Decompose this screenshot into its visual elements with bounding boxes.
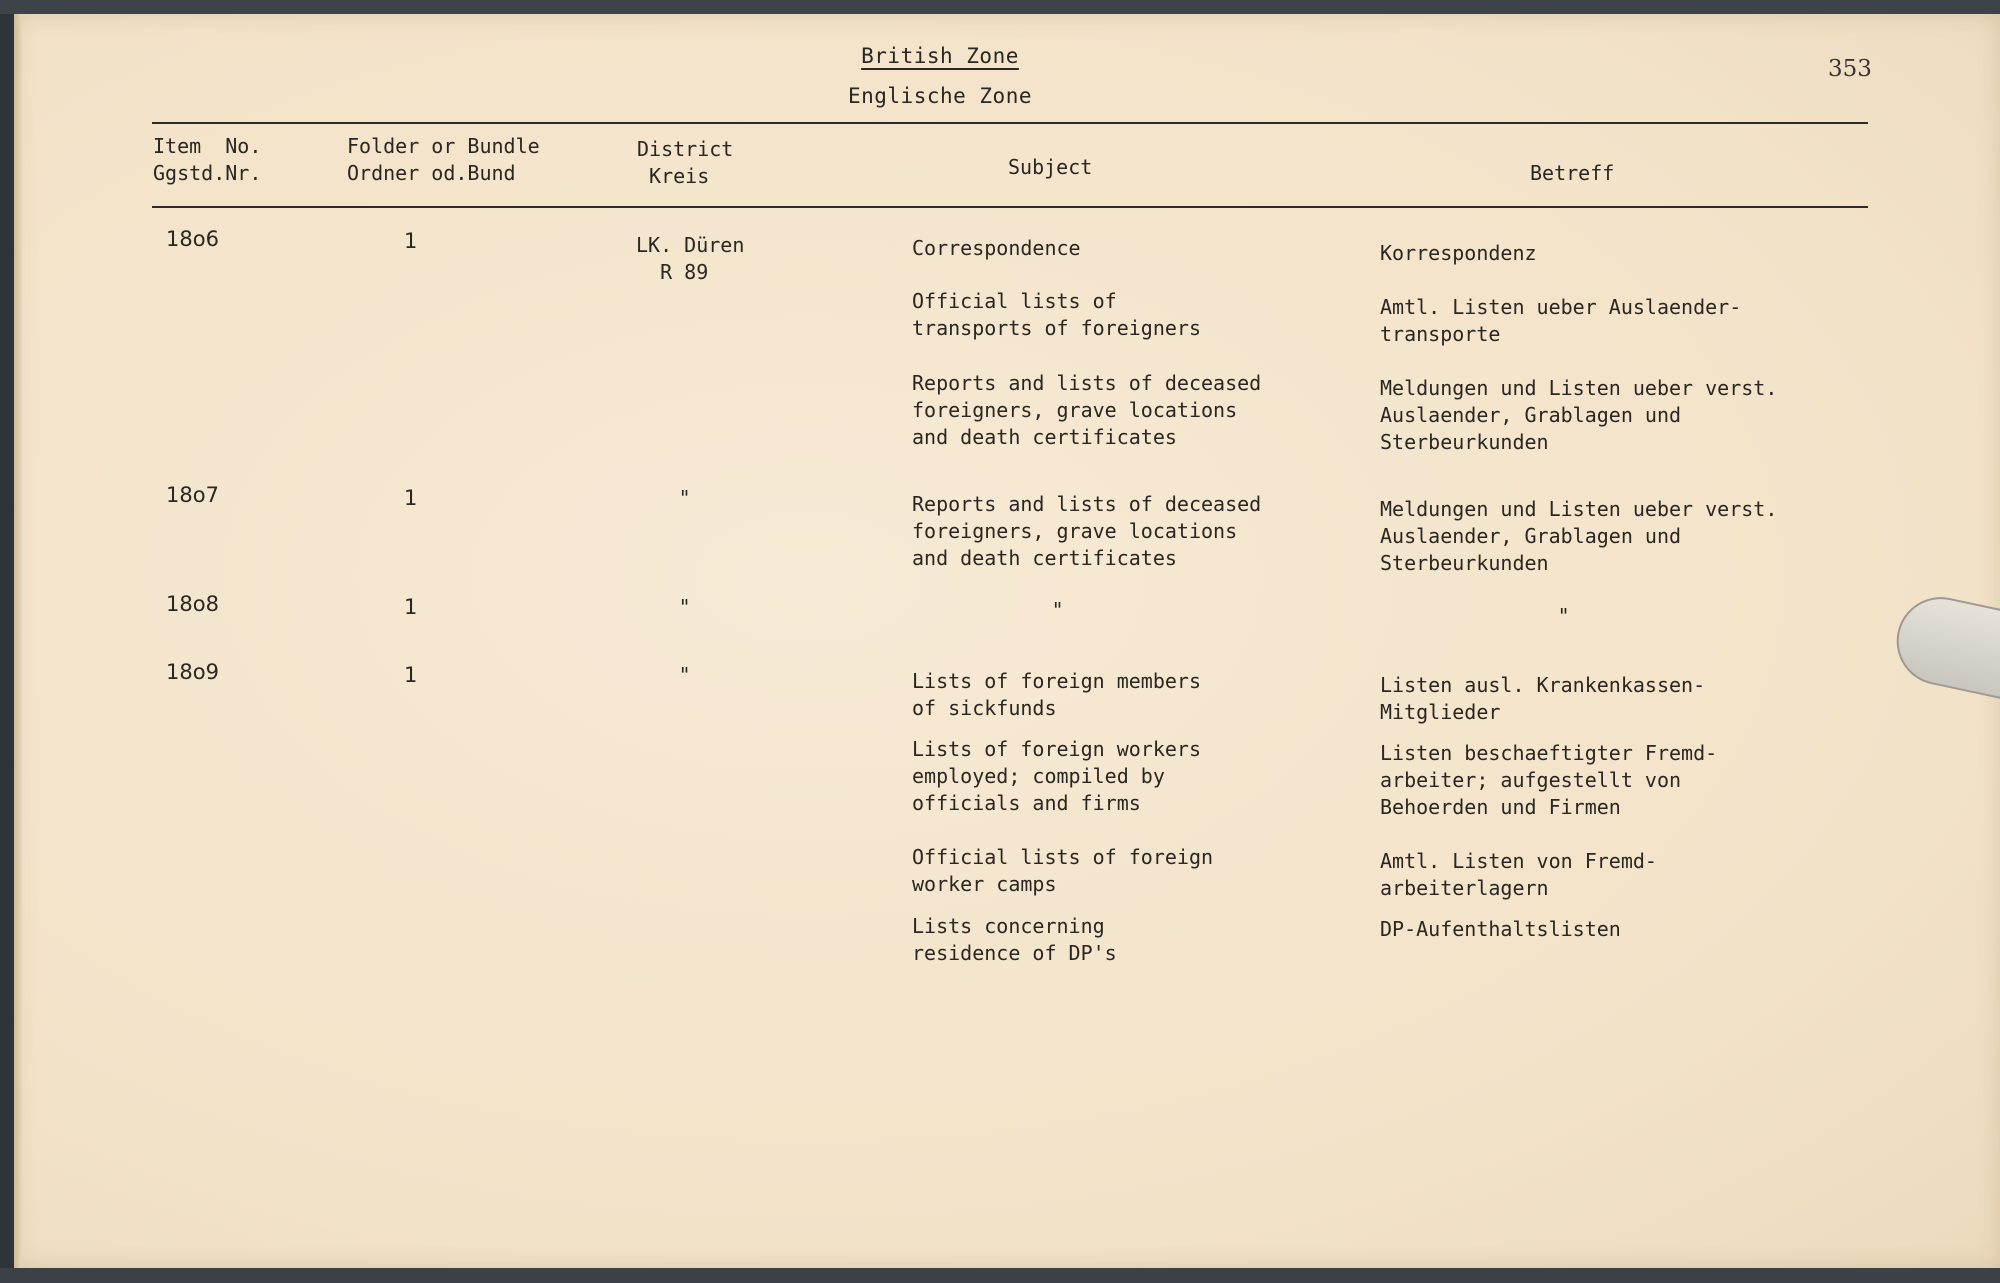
betreff-entry: Korrespondenz	[1380, 241, 1537, 265]
zone-title-de: Englische Zone	[847, 84, 1032, 108]
subject-entry: Official lists of transports of foreigners	[912, 289, 1201, 340]
betreff-entry: Amtl. Listen ueber Auslaender- transporte	[1380, 295, 1742, 346]
folder-number: 1	[404, 663, 418, 687]
item-number: 18o9	[166, 660, 219, 684]
subject-entry: Reports and lists of deceased foreigners, grave locations and death certificates	[912, 371, 1262, 449]
item-number: 18o7	[166, 483, 219, 507]
item-number: 18o6	[166, 227, 219, 251]
betreff-entry: Listen beschaeftigter Fremd- arbeiter; aufgestellt von Behoerden und Firmen	[1380, 741, 1718, 819]
subject-entry: Lists of foreign workers employed; compiled by officials and firms	[912, 737, 1201, 815]
betreff-entry: Meldungen und Listen ueber verst. Auslaender, Grablagen und Sterbeurkunden	[1380, 497, 1778, 575]
subject-entry: Lists of foreign members of sickfunds	[912, 669, 1201, 720]
folder-number: 1	[404, 229, 418, 253]
subject-entry: Lists concerning residence of DP's	[912, 914, 1117, 965]
scan-top-edge	[0, 0, 2000, 14]
column-header-folder: Folder or Bundle Ordner od.Bund	[347, 134, 540, 185]
zone-title-en: British Zone	[861, 44, 1019, 68]
district-ditto: "	[680, 595, 690, 619]
folder-number: 1	[404, 595, 418, 619]
subject-entry: Reports and lists of deceased foreigners, grave locations and death certificates	[912, 492, 1262, 570]
ledger-page	[14, 14, 2000, 1268]
scan-bottom-edge	[0, 1268, 2000, 1283]
betreff-entry: Meldungen und Listen ueber verst. Auslaender, Grablagen und Sterbeurkunden	[1380, 376, 1778, 454]
item-number: 18o8	[166, 592, 219, 616]
header-top-rule	[152, 122, 1868, 124]
header-bottom-rule	[152, 206, 1868, 208]
betreff-entry: Amtl. Listen von Fremd- arbeiterlagern	[1380, 849, 1657, 900]
page-number: 353	[1828, 56, 1872, 82]
column-header-item: Item No. Ggstd.Nr.	[153, 134, 262, 185]
district-cell: LK. Düren R 89	[636, 233, 745, 284]
column-header-district: District Kreis	[637, 137, 734, 188]
betreff-entry: DP-Aufenthaltslisten	[1380, 917, 1621, 941]
betreff-entry: Listen ausl. Krankenkassen- Mitglieder	[1380, 673, 1706, 724]
betreff-ditto: "	[1559, 604, 1569, 628]
subject-ditto: "	[1053, 598, 1063, 622]
column-header-subject: Subject	[1008, 155, 1093, 179]
page-binding	[14, 14, 22, 1268]
subject-entry: Official lists of foreign worker camps	[912, 845, 1214, 896]
column-header-betreff: Betreff	[1530, 161, 1615, 185]
subject-entry: Correspondence	[912, 236, 1081, 260]
district-ditto: "	[680, 486, 690, 510]
folder-number: 1	[404, 486, 418, 510]
district-ditto: "	[680, 663, 690, 687]
